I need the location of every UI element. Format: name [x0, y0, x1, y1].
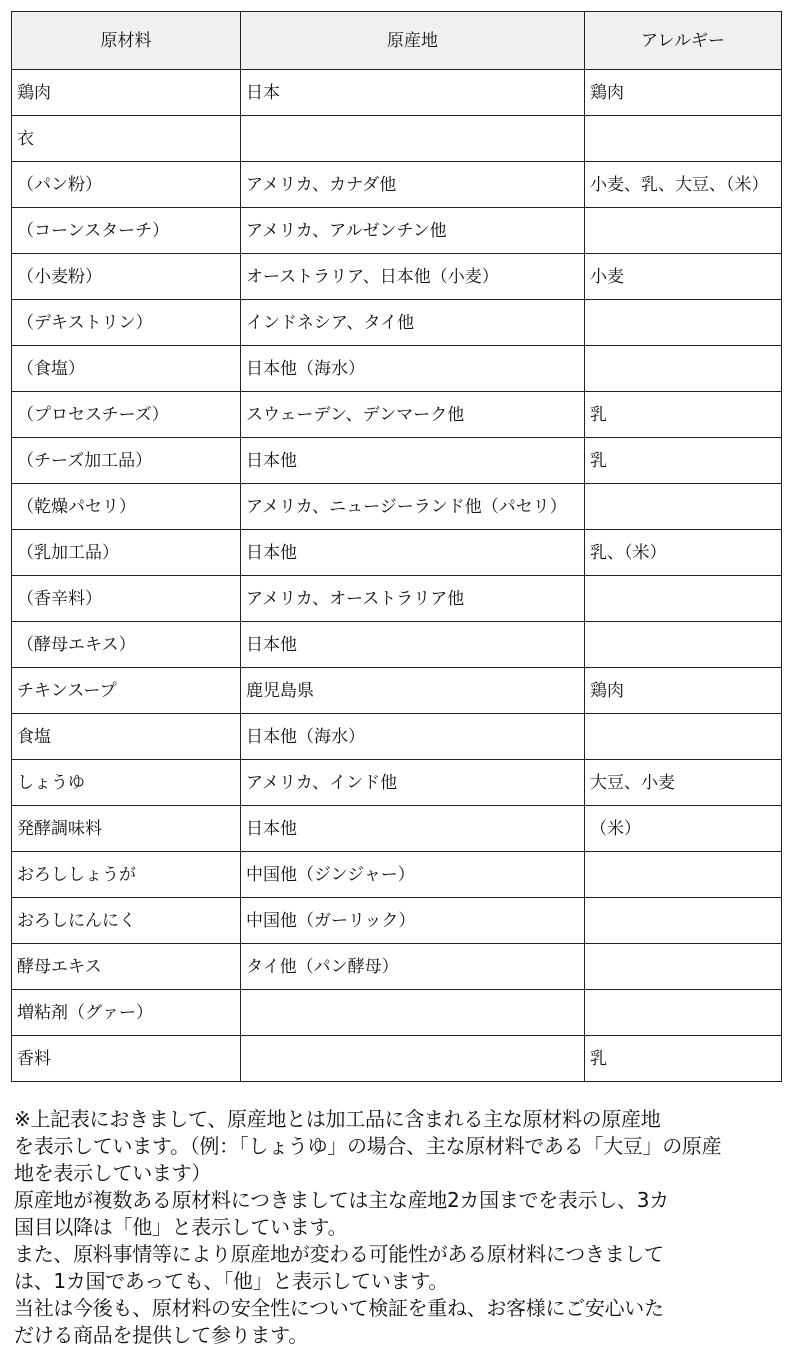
- header-origin: 原産地: [241, 12, 585, 70]
- origin-cell: タイ他（パン酵母）: [241, 944, 585, 990]
- footnote-text: [14, 1106, 786, 1349]
- origin-cell: [241, 116, 585, 162]
- footnote-line: 原産地が複数ある原材料につきましては主な産地2カ国までを表示し、3カ: [14, 1188, 669, 1212]
- table-body: [12, 70, 782, 1082]
- allergen-cell: [585, 944, 782, 990]
- table-header-row: [12, 12, 782, 70]
- allergen-cell: [585, 346, 782, 392]
- origin-cell: スウェーデン、デンマーク他: [241, 392, 585, 438]
- ingredient-cell: 増粘剤（グァー）: [12, 990, 241, 1036]
- allergen-cell: [585, 898, 782, 944]
- origin-cell: アメリカ、ニュージーランド他（パセリ）: [241, 484, 585, 530]
- ingredient-cell: （乾燥パセリ）: [12, 484, 241, 530]
- table-row: [12, 668, 782, 714]
- origin-cell: アメリカ、アルゼンチン他: [241, 208, 585, 254]
- origin-cell: アメリカ、オーストラリア他: [241, 576, 585, 622]
- table-header: [12, 12, 782, 70]
- table-row: [12, 944, 782, 990]
- table-row: [12, 760, 782, 806]
- table-row: [12, 70, 782, 116]
- ingredient-cell: （パン粉）: [12, 162, 241, 208]
- allergen-cell: [585, 208, 782, 254]
- ingredient-cell: （食塩）: [12, 346, 241, 392]
- allergen-cell: 乳: [585, 1036, 782, 1082]
- ingredient-cell: 鶏肉: [12, 70, 241, 116]
- allergen-cell: 大豆、小麦: [585, 760, 782, 806]
- ingredient-cell: （乳加工品）: [12, 530, 241, 576]
- origin-cell: 中国他（ジンジャー）: [241, 852, 585, 898]
- allergen-cell: 乳、（米）: [585, 530, 782, 576]
- table-row: [12, 254, 782, 300]
- origin-cell: アメリカ、インド他: [241, 760, 585, 806]
- table-row: [12, 714, 782, 760]
- ingredient-cell: （香辛料）: [12, 576, 241, 622]
- allergen-cell: [585, 990, 782, 1036]
- ingredient-cell: （酵母エキス）: [12, 622, 241, 668]
- ingredient-cell: おろしにんにく: [12, 898, 241, 944]
- table-row: [12, 806, 782, 852]
- allergen-cell: 鶏肉: [585, 70, 782, 116]
- table-row: [12, 576, 782, 622]
- header-allergen: アレルギー: [585, 12, 782, 70]
- table-row: [12, 530, 782, 576]
- table-row: [12, 208, 782, 254]
- ingredient-cell: （プロセスチーズ）: [12, 392, 241, 438]
- allergen-cell: 乳: [585, 438, 782, 484]
- header-ingredient: 原材料: [12, 12, 241, 70]
- table-row: [12, 438, 782, 484]
- origin-cell: [241, 990, 585, 1036]
- table-row: [12, 300, 782, 346]
- footnote-line: 地を表示しています）: [14, 1161, 211, 1185]
- ingredient-cell: 香料: [12, 1036, 241, 1082]
- allergen-cell: 乳: [585, 392, 782, 438]
- allergen-cell: 小麦: [585, 254, 782, 300]
- ingredient-cell: （チーズ加工品）: [12, 438, 241, 484]
- origin-cell: 中国他（ガーリック）: [241, 898, 585, 944]
- allergen-cell: 鶏肉: [585, 668, 782, 714]
- table-row: [12, 852, 782, 898]
- footnote-line: ※上記表におきまして、原産地とは加工品に含まれる主な原材料の原産地: [14, 1107, 661, 1131]
- footnote-line: 国目以降は「他」と表示しています。: [14, 1215, 348, 1239]
- footnote-line: だける商品を提供して参ります。: [14, 1323, 308, 1347]
- allergen-cell: 小麦、乳、大豆、（米）: [585, 162, 782, 208]
- origin-cell: 日本他（海水）: [241, 346, 585, 392]
- table-row: [12, 622, 782, 668]
- table-row: [12, 162, 782, 208]
- origin-cell: 日本他: [241, 622, 585, 668]
- ingredient-cell: チキンスープ: [12, 668, 241, 714]
- ingredient-cell: （デキストリン）: [12, 300, 241, 346]
- allergen-cell: [585, 484, 782, 530]
- allergen-cell: [585, 852, 782, 898]
- origin-cell: 日本他（海水）: [241, 714, 585, 760]
- table-row: [12, 990, 782, 1036]
- allergen-cell: [585, 116, 782, 162]
- ingredient-cell: （コーンスターチ）: [12, 208, 241, 254]
- origin-cell: 日本他: [241, 438, 585, 484]
- origin-allergen-table: [11, 11, 782, 1082]
- allergen-cell: [585, 300, 782, 346]
- allergen-cell: [585, 714, 782, 760]
- footnote-line: を表示しています。（例：「しょうゆ」の場合、主な原材料である「大豆」の原産: [14, 1134, 722, 1158]
- table-row: [12, 116, 782, 162]
- footnote-line: 当社は今後も、原材料の安全性について検証を重ね、お客様にご安心いた: [14, 1296, 664, 1320]
- origin-cell: 日本他: [241, 806, 585, 852]
- origin-cell: [241, 1036, 585, 1082]
- ingredient-cell: 発酵調味料: [12, 806, 241, 852]
- footnote-line: また、原料事情等により原産地が変わる可能性がある原材料につきまして: [14, 1242, 664, 1266]
- ingredient-cell: （小麦粉）: [12, 254, 241, 300]
- ingredient-cell: おろししょうが: [12, 852, 241, 898]
- allergen-cell: [585, 622, 782, 668]
- origin-cell: オーストラリア、日本他（小麦）: [241, 254, 585, 300]
- origin-cell: 日本他: [241, 530, 585, 576]
- allergen-cell: [585, 576, 782, 622]
- table-row: [12, 392, 782, 438]
- ingredient-cell: 衣: [12, 116, 241, 162]
- table-row: [12, 484, 782, 530]
- ingredient-cell: 食塩: [12, 714, 241, 760]
- origin-cell: 鹿児島県: [241, 668, 585, 714]
- origin-cell: アメリカ、カナダ他: [241, 162, 585, 208]
- footnote-line: は、1カ国であっても、「他」と表示しています。: [14, 1269, 449, 1293]
- ingredient-cell: しょうゆ: [12, 760, 241, 806]
- allergen-cell: （米）: [585, 806, 782, 852]
- ingredient-cell: 酵母エキス: [12, 944, 241, 990]
- origin-cell: 日本: [241, 70, 585, 116]
- table-row: [12, 346, 782, 392]
- table-row: [12, 1036, 782, 1082]
- table-row: [12, 898, 782, 944]
- origin-cell: インドネシア、タイ他: [241, 300, 585, 346]
